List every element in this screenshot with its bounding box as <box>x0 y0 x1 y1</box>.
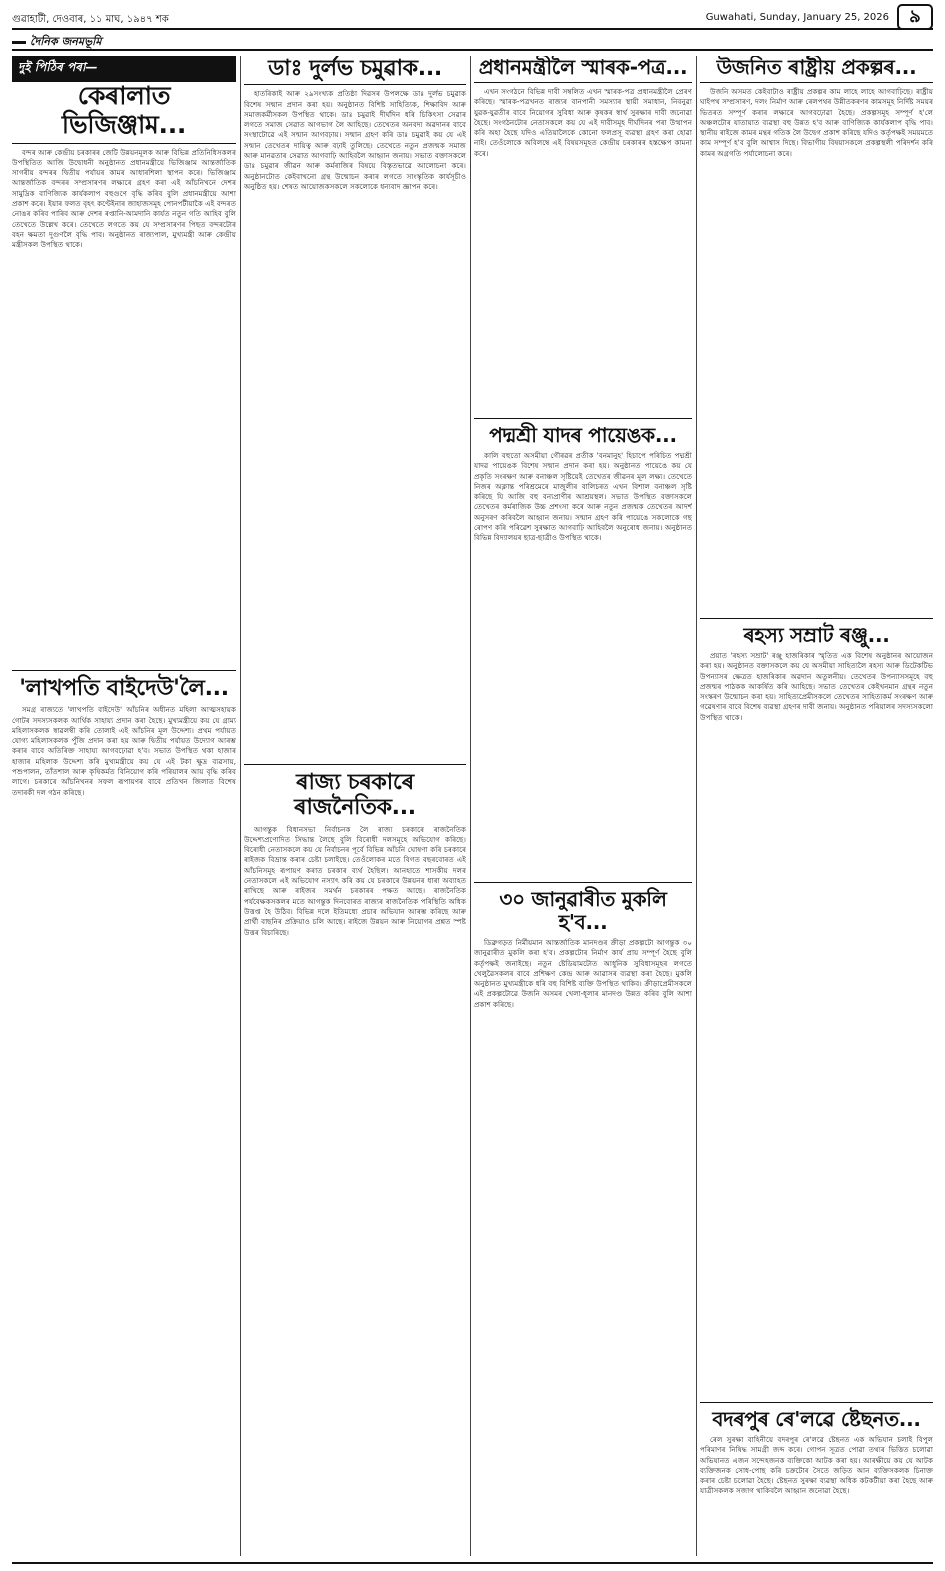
article-dr-durlabh-chamua <box>244 56 466 756</box>
headline: কেৰালাত ভিজিঞ্জাম... <box>12 82 236 144</box>
page-number: ৯ <box>897 4 933 30</box>
article-lakhpati-baideu <box>12 666 236 1556</box>
newspaper-name: দৈনিক জনমভূমি <box>30 35 102 48</box>
headline: ডাঃ দুৰ্লভ চমুৱাক... <box>244 56 466 85</box>
headline: ৰহস্য সম্ৰাট ৰঞ্জু... <box>743 623 890 647</box>
article-badarpur-railway-station <box>700 1398 933 1556</box>
divider <box>474 418 692 419</box>
article-opening-january-30 <box>474 878 692 1556</box>
article-padmashri-jadav-payeng <box>474 414 692 874</box>
column-3 <box>474 56 692 1556</box>
folio-date-assamese: গুৱাহাটী, দেওবাৰ, ১১ মাঘ, ১৯৪৭ শক <box>12 14 169 25</box>
article-body: উজনি অসমত কেইবাটাও ৰাষ্ট্ৰীয় প্ৰকল্পৰ কাম লাহে লাহে আগবাঢ়িছে। ৰাষ্ট্ৰীয় ঘাইপথ সম্প্ৰসাৰণ, দলং নিৰ্মাণ আৰু ৰেলপথৰ উন্নীতকৰণৰ কামসমূহ নিৰ্দিষ্ট সময়ৰ ভিতৰত সম্পূৰ্ণ কৰাৰ লক্ষ্যৰে আগবঢ়োৱা হৈছে। প্ৰকল্পসমূহ সম্পূৰ্ণ হ'লে অঞ্চলটোৰ যাতায়াত ব্যৱস্থা বহু উন্নত হ'ব আৰু বাণিজ্যিক কাৰ্যকলাপ বৃদ্ধি পাব। স্থানীয় ৰাইজে কামৰ মন্থৰ গতিক লৈ উদ্বেগ প্ৰকাশ কৰিছে যদিও কৰ্তৃপক্ষই সময়মতে কাম সম্পূৰ্ণ হ'ব বুলি আশ্বাস দিছে। বিভাগীয় বিষয়াসকলে প্ৰকল্পস্থলী পৰিদৰ্শন কৰি কামৰ অগ্ৰগতি পৰ্যালোচনা কৰে। <box>700 87 933 158</box>
column-divider <box>470 56 471 1556</box>
continued-kicker: দুই পিঠিৰ পৰা— <box>12 56 236 82</box>
column-4 <box>700 56 933 1556</box>
article-mystery-king-ranju <box>700 614 933 1394</box>
article-body: হাতৰিকাই আৰু ২৯সংখ্যক প্ৰতিষ্ঠা দিৱসৰ উপলক্ষে ডাঃ দুৰ্লভ চমুৱাক বিশেষ সন্মান প্ৰদান কৰা হয়। অনুষ্ঠানত বিশিষ্ট সাহিত্যিক, শিক্ষাবিদ আৰু সমাজকৰ্মীসকল উপস্থিত থাকে। ডাঃ চমুৱাই দীৰ্ঘদিন ধৰি চিকিৎসা সেৱাৰ লগতে সমাজ সেৱাত আগভাগ লৈ আহিছে। তেখেতৰ অনবদ্য অৱদানৰ বাবে সংস্থাটোৱে এই সন্মান আগবঢ়ায়। সন্মান গ্ৰহণ কৰি ডাঃ চমুৱাই কয় যে এই সন্মান তেখেতৰ দায়িত্ব আৰু বঢ়াই তুলিছে। তেখেতে নতুন প্ৰজন্মক সমাজ আৰু মানৱতাৰ সেৱাত আগবাঢ়ি আহিবলৈ আহ্বান জনায়। সভাত বক্তাসকলে ডাঃ চমুৱাৰ জীৱন আৰু কৰ্মৰাজিৰ বিষয়ে বিস্তৃতভাৱে আলোচনা কৰে। অনুষ্ঠানটোত কেইবাখনো গ্ৰন্থ উন্মোচন কৰাৰ লগতে সাংস্কৃতিক কাৰ্যসূচীও অনুষ্ঠিত হয়। শেষত আয়োজকসকলে সকলোকে ধন্যবাদ জ্ঞাপন কৰে। <box>244 89 466 191</box>
article-body: কালি বহুতো অসমীয়া গৌৰৱৰ প্ৰতীক 'বনমানুহ' হিচাপে পৰিচিত পদ্মশ্ৰী যাদৱ পায়েঙক বিশেষ সন্মান প্ৰদান কৰা হয়। অনুষ্ঠানত পায়েঙে কয় যে প্ৰকৃতি সংৰক্ষণ আৰু বনাঞ্চল সৃষ্টিয়েই তেখেতৰ জীৱনৰ মূল লক্ষ্য। তেখেতে নিজৰ অক্লান্ত পৰিশ্ৰমেৰে মাজুলীৰ বালিচৰত এখন বিশাল বনাঞ্চল সৃষ্টি কৰিছে যি আজি বহু বন্যপ্ৰাণীৰ আশ্ৰয়স্থল। সভাত উপস্থিত বক্তাসকলে তেখেতৰ কৰ্মৰাজিক উচ্চ প্ৰশংসা কৰে আৰু নতুন প্ৰজন্মক তেখেতৰ আদৰ্শ অনুসৰণ কৰিবলৈ আহ্বান জনায়। সন্মান গ্ৰহণ কৰি পায়েঙে সকলোকে গছ ৰোপণ কৰি পৰিৱেশ সুৰক্ষাত আগবাঢ়ি আহিবলৈ অনুৰোধ জনায়। অনুষ্ঠানত বিভিন্ন বিদ্যালয়ৰ ছাত্ৰ-ছাত্ৰীও উপস্থিত থাকে। <box>474 451 692 543</box>
divider <box>700 1402 933 1403</box>
headline: বদৰপুৰ ৰে'লৱে ষ্টেছনত... <box>712 1407 921 1431</box>
article-memorandum-to-pm <box>474 56 692 411</box>
column-divider <box>240 56 241 1556</box>
article-body: ডিব্ৰুগড়ত নিৰ্মীয়মান আন্তৰ্জাতিক মানদণ্ডৰ ক্ৰীড়া প্ৰকল্পটো আগন্তুক ৩০ জানুৱাৰীত মুকলি কৰা হ'ব। প্ৰকল্পটোৰ নিৰ্মাণ কাৰ্য প্ৰায় সম্পূৰ্ণ হৈছে বুলি কৰ্তৃপক্ষই জনাইছে। নতুন ষ্টেডিয়ামটোত আধুনিক সুবিধাসমূহৰ লগতে খেলুৱৈসকলৰ বাবে প্ৰশিক্ষণ কেন্দ্ৰ আৰু আৱাসৰ ব্যৱস্থা কৰা হৈছে। মুকলি অনুষ্ঠানত মুখ্যমন্ত্ৰীকে ধৰি বহু বিশিষ্ট ব্যক্তি উপস্থিত থাকিব। ক্ৰীড়াপ্ৰেমীসকলে এই প্ৰকল্পটোৱে উজনি অসমৰ খেলা-ধূলাৰ মানদণ্ড উন্নত কৰিব বুলি আশা প্ৰকাশ কৰিছে। <box>474 938 692 1009</box>
headline: উজনিত ৰাষ্ট্ৰীয় প্ৰকল্পৰ... <box>700 56 933 83</box>
article-body: ৰেল সুৰক্ষা বাহিনীয়ে বদৰপুৰ ৰে'লৱে ষ্টেছনত এক অভিযান চলাই বিপুল পৰিমাণৰ নিষিদ্ধ সামগ্ৰী জব্দ কৰে। গোপন সূত্ৰত পোৱা তথ্যৰ ভিত্তিত চলোৱা অভিযানত এজন সন্দেহজনক ব্যক্তিকো আটক কৰা হয়। আৰক্ষীয়ে কয় যে আটক ব্যক্তিজনক সোধ-পোছ কৰি চক্ৰটোৰ সৈতে জড়িত আন ব্যক্তিসকলক চিনাক্ত কৰাৰ চেষ্টা চলোৱা হৈছে। ষ্টেছনত সুৰক্ষা ব্যৱস্থা অধিক কটকটীয়া কৰা হৈছে আৰু যাত্ৰীসকলক সজাগ থাকিবলৈ আহ্বান জনোৱা হৈছে। <box>700 1435 933 1496</box>
masthead <box>12 33 933 51</box>
page-folio <box>12 6 933 30</box>
divider <box>12 670 236 671</box>
article-body: এখন সংগঠনে বিভিন্ন দাবী সম্বলিত এখন স্মাৰক-পত্ৰ প্ৰধানমন্ত্ৰীলৈ প্ৰেৰণ কৰিছে। স্মাৰক-পত্ৰখনত ৰাজ্যৰ বানপানী সমস্যাৰ স্থায়ী সমাধান, নিবনুৱা যুৱক-যুৱতীৰ বাবে নিয়োগৰ সুবিধা আৰু কৃষকৰ স্বাৰ্থ সুৰক্ষাৰ দাবী জনোৱা হৈছে। সংগঠনটোৰ নেতাসকলে কয় যে এই দাবীসমূহ দীৰ্ঘদিনৰ পৰা উত্থাপন কৰি অহা হৈছে যদিও এতিয়ালৈকে কোনো ফলপ্ৰসূ ব্যৱস্থা গ্ৰহণ কৰা হোৱা নাই। তেওঁলোকে অবিলম্বে এই বিষয়সমূহত কেন্দ্ৰীয় চৰকাৰৰ হস্তক্ষেপ কামনা কৰে। <box>474 87 692 158</box>
masthead-mark-icon <box>12 41 26 44</box>
column-2 <box>244 56 466 1556</box>
article-body: প্ৰয়াত 'ৰহস্য সম্ৰাট' ৰঞ্জু হাজৰিকাৰ স্মৃতিত এক বিশেষ অনুষ্ঠানৰ আয়োজন কৰা হয়। অনুষ্ঠানত বক্তাসকলে কয় যে অসমীয়া সাহিত্যলৈ ৰহস্য আৰু ডিটেকটিভ উপন্যাসৰ ক্ষেত্ৰত হাজৰিকাৰ অৱদান অতুলনীয়। তেখেতৰ উপন্যাসসমূহে বহু প্ৰজন্মৰ পাঠকক আকৰ্ষিত কৰি আহিছে। সভাত তেখেতৰ কেইখনমান গ্ৰন্থৰ নতুন সংস্কৰণ উন্মোচন কৰা হয়। সাহিত্যপ্ৰেমীসকলে তেখেতৰ সাহিত্যকৰ্ম সংৰক্ষণ আৰু গৱেষণাৰ বাবে বিশেষ ব্যৱস্থা গ্ৰহণৰ দাবী জনায়। অনুষ্ঠানত পৰিয়ালৰ সদস্যসকলো উপস্থিত থাকে। <box>700 651 933 722</box>
column-divider <box>696 56 697 1556</box>
article-body: বন্দৰ আৰু কেন্দ্ৰীয় চৰকাৰৰ জেটি উন্নয়নমূলক আৰু বিভিন্ন প্ৰতিনিধিসকলৰ উপস্থিতিত আজি উদ্বোধনী অনুষ্ঠানত প্ৰধানমন্ত্ৰীয়ে ভিজিঞ্জাম আন্তৰ্জাতিক সাগৰীয় বন্দৰৰ দ্বিতীয় পৰ্যায়ৰ কামৰ আধাৰশিলা স্থাপন কৰে। ভিজিঞ্জাম আন্তৰ্জাতিক বন্দৰৰ সম্প্ৰসাৰণৰ লক্ষ্যৰে গ্ৰহণ কৰা এই আঁচনিখনে দেশৰ সামুদ্ৰিক বাণিজ্যিক কাৰ্যকলাপ বহুগুণে বৃদ্ধি কৰিব বুলি প্ৰধানমন্ত্ৰীয়ে আশা প্ৰকাশ কৰে। ইয়াৰ ফলত বৃহৎ কণ্টেইনাৰ জাহাজসমূহ পোনপটীয়াকৈ এই বন্দৰত নোঙৰ কৰিব পাৰিব আৰু দেশৰ ৰপ্তানি-আমদানি কাৰ্যত নতুন গতি আহিব বুলি তেখেতে উল্লেখ কৰে। তেখেতে লগতে কয় যে সম্প্ৰসাৰণৰ পিছত বন্দৰটোৰ বহন ক্ষমতা দুগুণলৈ বৃদ্ধি পাব। অনুষ্ঠানত ৰাজ্যপাল, মুখ্যমন্ত্ৰী আৰু কেন্দ্ৰীয় মন্ত্ৰীসকল উপস্থিত থাকে। <box>12 147 236 250</box>
article-upper-assam-national-projects <box>700 56 933 611</box>
divider <box>244 764 466 765</box>
divider <box>700 618 933 619</box>
page-bottom-rule <box>12 1562 933 1564</box>
column-1 <box>12 56 236 1556</box>
headline: প্ৰধানমন্ত্ৰীলৈ স্মাৰক-পত্ৰ... <box>474 56 692 83</box>
article-body: সমগ্ৰ ৰাজ্যতে 'লাখপতি বাইদেউ' আঁচনিৰ অধীনত মহিলা আত্মসহায়ক গোটৰ সদস্যসকলক আৰ্থিক সাহায্য প্ৰদান কৰা হৈছে। মুখ্যমন্ত্ৰীয়ে কয় যে গ্ৰাম্য মহিলাসকলক স্বাৱলম্বী কৰি তোলাই এই আঁচনিৰ মূল উদ্দেশ্য। প্ৰথম পৰ্যায়ত যোগ্য মহিলাসকলক পুঁজি প্ৰদান কৰা হয় আৰু দ্বিতীয় পৰ্যায়ত উদ্যোগ আৰম্ভ কৰাৰ বাবে অতিৰিক্ত সাহায্য আগবঢ়োৱা হ'ব। সভাত উপস্থিত থকা হাজাৰ হাজাৰ মহিলাক উদ্দেশ্য কৰি মুখ্যমন্ত্ৰীয়ে কয় যে এই টকা ক্ষুদ্ৰ ব্যৱসায়, পশুপালন, তাঁতশাল আৰু কৃষিকৰ্মত বিনিয়োগ কৰি পৰিয়ালৰ আয় বৃদ্ধি কৰিব লাগে। চৰকাৰে আঁচনিখনৰ সফল ৰূপায়ণৰ বাবে প্ৰতিখন জিলাত বিশেষ তদাৰকী দল গঠন কৰিছে। <box>12 705 236 797</box>
headline: ৰাজ্য চৰকাৰে ৰাজনৈতিক... <box>294 770 416 821</box>
headline: পদ্মশ্ৰী যাদৰ পায়েঙক... <box>489 423 677 447</box>
headline: 'লাখপতি বাইদেউ'লৈ... <box>19 676 229 701</box>
headline: ৩০ জানুৱাৰীত মুকলি হ'ব... <box>499 887 667 934</box>
article-body: আগন্তুক বিধানসভা নিৰ্বাচনক লৈ ৰাজ্য চৰকাৰে ৰাজনৈতিক উদ্দেশ্যপ্ৰণোদিত সিদ্ধান্ত লৈছে বুলি বিৰোধী দলসমূহে অভিযোগ কৰিছে। বিৰোধী নেতাসকলে কয় যে নিৰ্বাচনৰ পূৰ্বে বিভিন্ন আঁচনি ঘোষণা কৰি চৰকাৰে ৰাইজক বিভ্ৰান্ত কৰাৰ চেষ্টা চলাইছে। তেওঁলোকৰ মতে বিগত বছৰবোৰত এই আঁচনিসমূহ ৰূপায়ণ কৰাত চৰকাৰ ব্যৰ্থ হৈছিল। আনহাতে শাসকীয় দলৰ নেতাসকলে এই অভিযোগ নস্যাৎ কৰি কয় যে চৰকাৰে উন্নয়নৰ ধাৰা অব্যাহত ৰাখিছে আৰু ৰাইজৰ সমৰ্থন চৰকাৰৰ পক্ষত আছে। ৰাজনৈতিক পৰ্যবেক্ষকসকলৰ মতে আগন্তুক দিনবোৰত ৰাজ্যৰ ৰাজনৈতিক পৰিস্থিতি অধিক উত্তপ্ত হৈ উঠিব। বিভিন্ন দলে ইতিমধ্যে প্ৰচাৰ অভিযান আৰম্ভ কৰিছে আৰু প্ৰাৰ্থী বাছনিৰ প্ৰক্ৰিয়াও চলি আছে। ৰাইজে উন্নয়ন আৰু নিয়োগৰ প্ৰশ্নত স্পষ্ট উত্তৰ বিচাৰিছে। <box>244 824 466 937</box>
article-state-government-political <box>244 760 466 1556</box>
divider <box>474 882 692 883</box>
article-vizhinjam <box>12 82 236 662</box>
folio-date-english: Guwahati, Sunday, January 25, 2026 <box>705 12 889 23</box>
